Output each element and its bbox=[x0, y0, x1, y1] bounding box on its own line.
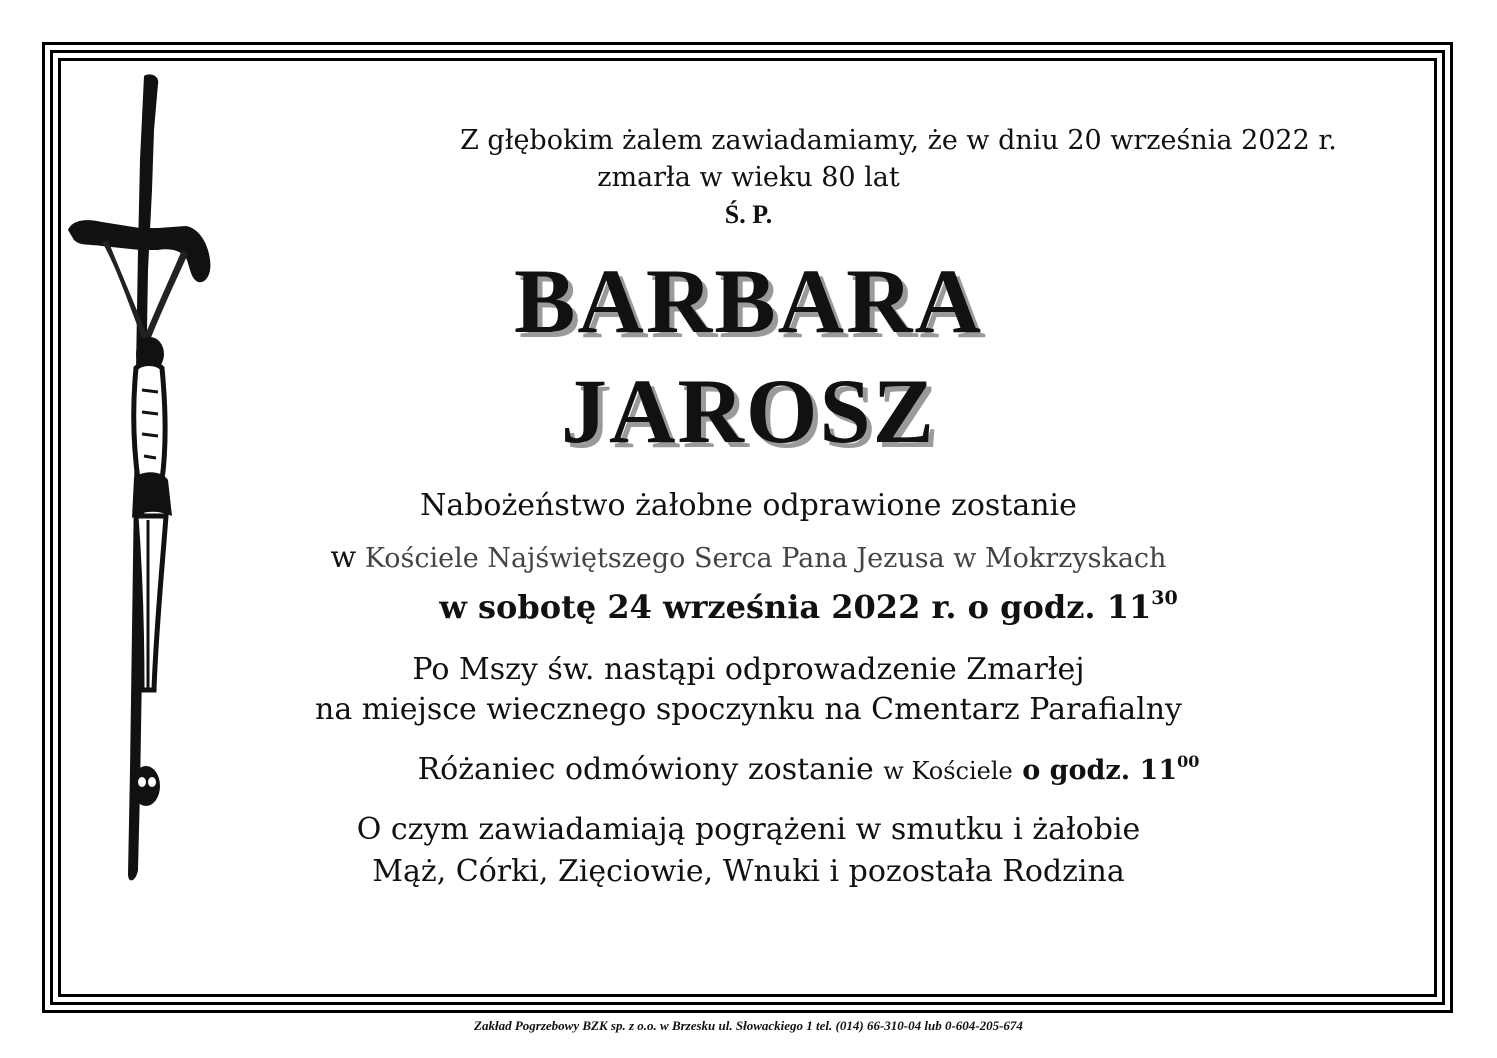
burial-line-2: na miejsce wiecznego spoczynku na Cmentarz Parafialny bbox=[315, 692, 1182, 727]
rosary-time: o godz. 11 bbox=[1022, 755, 1178, 786]
burial-line-1: Po Mszy św. nastąpi odprowadzenie Zmarłej bbox=[412, 652, 1085, 687]
church-line bbox=[0, 540, 1497, 575]
intro-line-2: zmarła w wieku 80 lat bbox=[597, 162, 900, 193]
church-name: Kościele Najświętszego Serca Pana Jezusa w Mokrzyskach bbox=[364, 543, 1167, 574]
rosary-text: Różaniec odmówiony zostanie bbox=[417, 752, 874, 787]
last-name: JAROSZ bbox=[561, 360, 936, 462]
service-date-minutes: 30 bbox=[1151, 587, 1178, 609]
service-date bbox=[0, 588, 1497, 626]
church-prefix: w bbox=[330, 540, 357, 575]
service-line: Nabożeństwo żałobne odprawione zostanie bbox=[420, 488, 1077, 523]
rosary-place: w Kościele bbox=[883, 757, 1013, 785]
service-date-text: w sobotę 24 września 2022 r. o godz. 11 bbox=[439, 588, 1152, 626]
honorific: Ś. P. bbox=[724, 200, 773, 229]
rosary-line bbox=[0, 752, 1497, 787]
closing-line-1: O czym zawiadamiają pogrążeni w smutku i żałobie bbox=[356, 812, 1141, 847]
closing-line-2: Mąż, Córki, Zięciowie, Wnuki i pozostała Rodzina bbox=[372, 854, 1125, 889]
funeral-home-footer: Zakład Pogrzebowy BZK sp. z o.o. w Brzesku ul. Słowackiego 1 tel. (014) 66-310-04 lub 0-604-205-674 bbox=[474, 1018, 1023, 1033]
rosary-minutes: 00 bbox=[1177, 752, 1200, 771]
first-name: BARBARA bbox=[514, 250, 983, 352]
intro-line-1: Z głębokim żalem zawiadamiamy, że w dniu 20 września 2022 r. bbox=[460, 125, 1337, 156]
